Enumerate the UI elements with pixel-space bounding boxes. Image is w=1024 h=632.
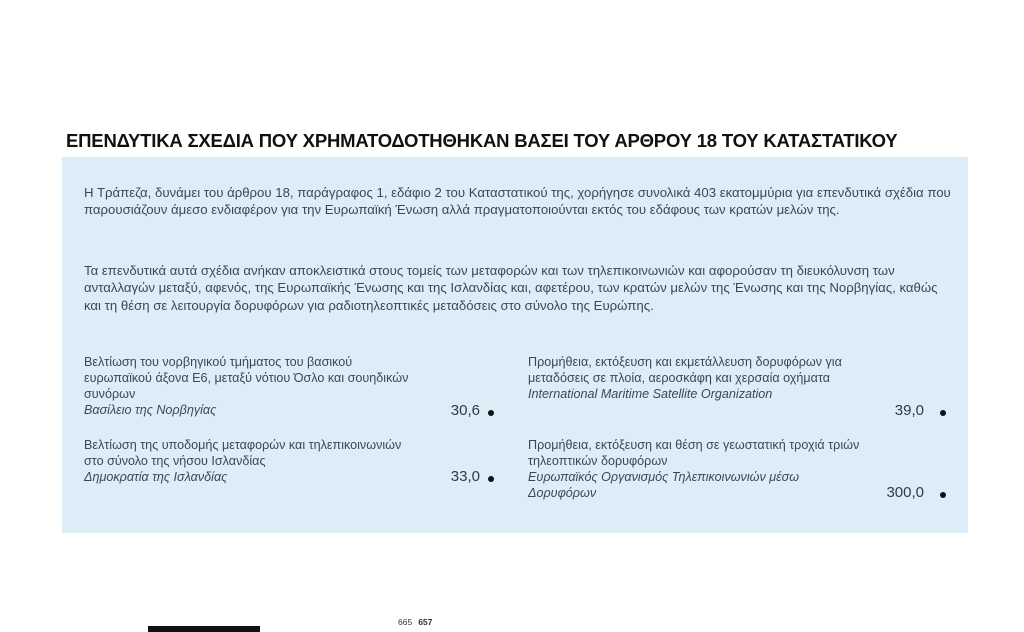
project-description: Προμήθεια, εκτόξευση και θέση σε γεωστατική τροχιά τριών τηλεοπτικών δορυφόρων [528,438,860,468]
cut-off-heading [148,618,260,632]
bullet-icon [488,476,494,482]
project-promoter: International Maritime Satellite Organization [528,387,773,401]
project-promoter: Ευρωπαϊκός Οργανισμός Τηλεπικοινωνιών μέσω Δορυφόρων [528,470,800,500]
project-description: Προμήθεια, εκτόξευση και εκμετάλλευση δορυφόρων για μεταδόσεις σε πλοία, αεροσκάφη και χερσαία οχήματα [528,355,842,385]
sectors-paragraph: Τα επενδυτικά αυτά σχέδια ανήκαν αποκλειστικά στους τομείς των μεταφορών και των τηλεπικοινωνιών και αφορούσαν τη διευκόλυνση των ανταλλαγών μεταξύ, αφενός, της Ευρωπαϊκής Ένωσης και της Ισλανδίας και, αφετέρου, των κρατών μελών της Ένωσης και της Νορβηγίας, καθώς και τη θέση σε λειτουργία δορυφόρων για ραδιοτηλεοπτικές μεταδόσεις στο σύνολο της Ευρώπης. [84,263,938,313]
project-item [528,354,868,402]
project-promoter: Δημοκρατία της Ισλανδίας [84,470,228,484]
project-item [84,437,414,485]
page-number-b: 657 [418,617,433,627]
project-amount: 300,0 [886,484,924,501]
project-description: Βελτίωση του νορβηγικού τμήματος του βασικού ευρωπαϊκού άξονα E6, μεταξύ νότιου Όσλο και σουηδικών συνόρων [84,355,409,401]
section-title: ΕΠΕΝΔΥΤΙΚΑ ΣΧΕΔΙΑ ΠΟΥ ΧΡΗΜΑΤΟΔΟΤΗΘΗΚΑΝ ΒΑΣΕΙ ΤΟΥ ΑΡΘΡΟΥ 18 ΤΟΥ ΚΑΤΑΣΤΑΤΙΚΟΥ [66,130,898,151]
bullet-icon [488,410,494,416]
project-item [84,354,414,418]
project-item [528,437,868,501]
project-promoter: Βασίλειο της Νορβηγίας [84,403,217,417]
project-amount: 33,0 [450,468,480,485]
page-numbers [398,617,432,627]
intro-paragraph: Η Τράπεζα, δυνάμει του άρθρου 18, παράγραφος 1, εδάφιο 2 του Καταστατικού της, χορήγησε συνολικά 403 εκατομμύρια για επενδυτικά σχέδια που παρουσιάζουν άμεσο ενδιαφέρον για την Ευρωπαϊκή Ένωση αλλά πραγματοποιούνται εκτός του εδάφους των κρατών μελών της. [84,185,951,218]
project-description: Βελτίωση της υποδομής μεταφορών και τηλεπικοινωνιών στο σύνολο της νήσου Ισλανδίας [84,438,402,468]
bullet-icon [940,410,946,416]
bullet-icon [940,492,946,498]
project-amount: 39,0 [894,402,924,419]
page-number-a: 665 [398,617,413,627]
project-amount: 30,6 [450,402,480,419]
